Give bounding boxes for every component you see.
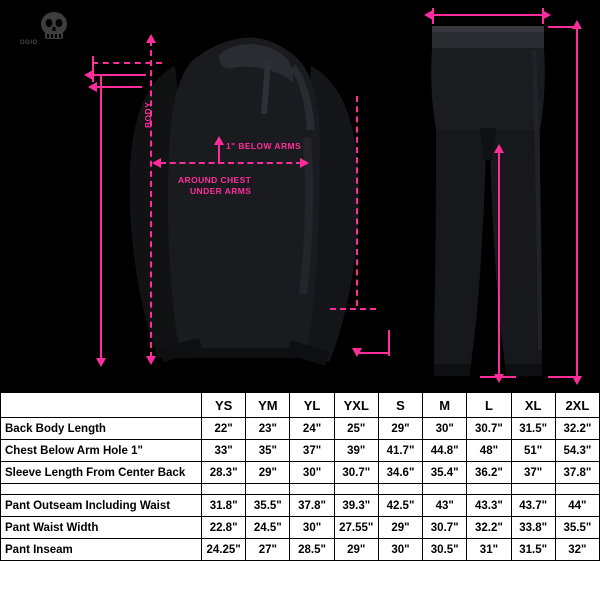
jacket-left-height-line [100,74,102,364]
cell: 22" [202,418,246,440]
spacer-cell [246,484,290,495]
cell: 24.5" [246,517,290,539]
cell: 35.5" [555,517,599,539]
size-chart-table [0,392,600,561]
cell: 42.5" [378,495,422,517]
cell: 31.8" [202,495,246,517]
cell: 37" [511,462,555,484]
cell: 44" [555,495,599,517]
cell: 29" [334,539,378,561]
skull-logo [14,10,94,54]
cell: 24.25" [202,539,246,561]
back-body-length-arrow-up [146,34,156,43]
table-header-2xl: 2XL [555,393,599,418]
table-header-xl: XL [511,393,555,418]
below-arms-label: 1" BELOW ARMS [226,141,302,151]
cell: 32.2" [467,517,511,539]
cell: 43.7" [511,495,555,517]
cell: 51" [511,440,555,462]
cell: 25" [334,418,378,440]
around-chest-arrow-right [300,158,309,168]
cell: 43" [423,495,467,517]
spacer-cell [555,484,599,495]
row-label: Pant Inseam [1,539,202,561]
spacer-cell [290,484,334,495]
cell: 28.3" [202,462,246,484]
table-header-row [1,393,600,418]
table-spacer-row [1,484,600,495]
cell: 30.7" [423,517,467,539]
spacer-cell [378,484,422,495]
cell: 23" [246,418,290,440]
cell: 29" [378,517,422,539]
pant-waist-width-line [432,14,544,16]
table-header-l: L [467,393,511,418]
spacer-cell [467,484,511,495]
table-header-yxl: YXL [334,393,378,418]
cell: 27.55" [334,517,378,539]
pant-outseam-tick-top [548,26,580,28]
around-chest-line [160,162,302,164]
cell: 30.5" [423,539,467,561]
table-row [1,440,600,462]
brand-logo-caption: OGIO [20,40,38,46]
table-header-m: M [423,393,467,418]
cell: 30" [378,539,422,561]
sleeve-cuff-tick [388,330,390,356]
sleeve-length-marker-b [96,86,142,88]
cell: 32.2" [555,418,599,440]
around-chest-label-line1: AROUND CHEST [178,175,252,185]
pant-inseam-line [498,150,500,376]
cell: 37.8" [290,495,334,517]
sleeve-lower-guide [330,308,376,310]
cell: 31.5" [511,418,555,440]
cell: 30" [423,418,467,440]
back-body-length-line [150,40,152,358]
cell: 32" [555,539,599,561]
table-header-ys: YS [202,393,246,418]
cell: 30" [290,517,334,539]
spacer-cell [334,484,378,495]
below-arms-arrow-up [214,136,224,145]
cell: 22.8" [202,517,246,539]
row-label: Sleeve Length From Center Back [1,462,202,484]
cell: 39" [334,440,378,462]
spacer-cell [511,484,555,495]
cell: 48" [467,440,511,462]
row-label: Pant Waist Width [1,517,202,539]
sleeve-right-guide [356,96,358,306]
table-header-ym: YM [246,393,290,418]
spacer-cell [1,484,202,495]
cell: 24" [290,418,334,440]
cell: 30" [290,462,334,484]
cell: 41.7" [378,440,422,462]
cell: 28.5" [290,539,334,561]
quarter-zip-jacket [115,18,385,392]
cell: 31.5" [511,539,555,561]
cell: 44.8" [423,440,467,462]
cell: 37.8" [555,462,599,484]
cell: 54.3" [555,440,599,462]
spacer-cell [202,484,246,495]
cell: 43.3" [467,495,511,517]
size-chart-table-wrapper [0,392,600,600]
table-row [1,539,600,561]
cell: 27" [246,539,290,561]
pant-outseam-line [576,26,578,378]
cell: 33.8" [511,517,555,539]
track-pants [408,20,568,392]
spacer-cell [423,484,467,495]
cell: 34.6" [378,462,422,484]
cell: 37" [290,440,334,462]
sleeve-cuff-arrow-down [352,348,362,357]
row-label: Chest Below Arm Hole 1" [1,440,202,462]
cell: 29" [246,462,290,484]
around-chest-label-line2: UNDER ARMS [190,186,252,196]
body-label: BODY [143,101,153,128]
cell: 33" [202,440,246,462]
cell: 35.5" [246,495,290,517]
cell: 30.7" [467,418,511,440]
table-header-measurement [1,393,202,418]
table-header-yl: YL [290,393,334,418]
cell: 30.7" [334,462,378,484]
pant-inseam-tick-bottom [480,376,516,378]
table-row [1,462,600,484]
below-arms-arrow-line [218,142,220,164]
sleeve-length-tick-left [92,56,94,82]
table-row [1,495,600,517]
row-label: Pant Outseam Including Waist [1,495,202,517]
cell: 39.3" [334,495,378,517]
around-chest-arrow-left [152,158,161,168]
sleeve-length-guide-top [92,62,162,64]
pant-waist-tick-left [432,8,434,24]
cell: 31" [467,539,511,561]
sleeve-length-arrow-left-2 [88,82,97,92]
back-body-length-arrow-down [146,356,156,365]
jacket-left-height-arrow-down [96,358,106,367]
table-row [1,418,600,440]
cell: 35" [246,440,290,462]
pant-inseam-arrow-up [494,144,504,153]
cell: 29" [378,418,422,440]
table-header-s: S [378,393,422,418]
pant-outseam-tick-bottom [548,376,580,378]
pant-waist-tick-right [542,8,544,24]
table-row [1,517,600,539]
cell: 36.2" [467,462,511,484]
row-label: Back Body Length [1,418,202,440]
cell: 35.4" [423,462,467,484]
